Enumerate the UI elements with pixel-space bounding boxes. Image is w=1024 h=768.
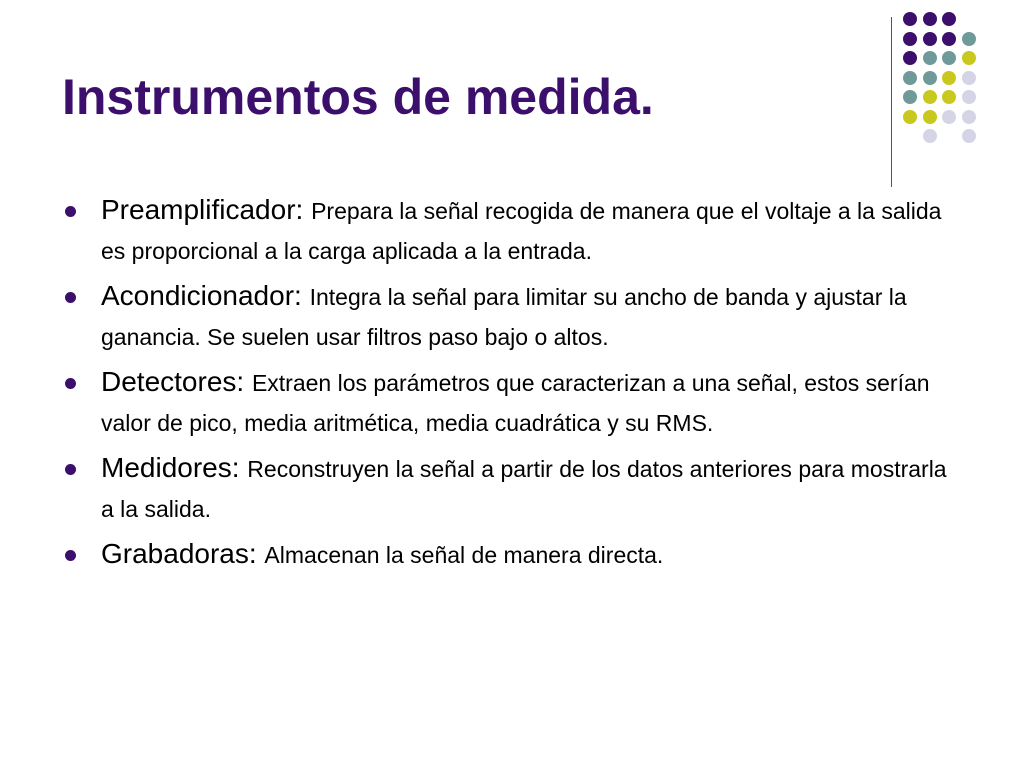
decorative-dot [962,32,976,46]
slide-title: Instrumentos de medida. [62,69,654,125]
bullet-item-grabadoras [62,536,962,577]
decorative-dot [923,51,937,65]
bullet-term: Medidores: [101,452,248,483]
bullet-term: Grabadoras: [101,538,265,569]
bullet-term: Acondicionador: [101,280,310,311]
decorative-dot [962,71,976,85]
decorative-dot [903,110,917,124]
decorative-dot [962,90,976,104]
decorative-dot [923,110,937,124]
decorative-dot [903,12,917,26]
decorative-dot [962,51,976,65]
bullet-list [62,192,962,582]
bullet-marker [65,292,76,303]
bullet-term: Detectores: [101,366,252,397]
decorative-dot [942,32,956,46]
bullet-term: Preamplificador: [101,194,312,225]
decorative-dot [903,32,917,46]
decorative-dot [923,71,937,85]
decorative-dot [942,12,956,26]
bullet-marker [65,464,76,475]
bullet-item-detectores [62,364,962,445]
decorative-dot [923,32,937,46]
title-divider-line [891,17,892,187]
decorative-dot [942,110,956,124]
bullet-marker [65,550,76,561]
bullet-item-medidores [62,450,962,531]
decorative-dot [903,51,917,65]
decorative-dot-grid [901,10,1011,170]
bullet-description: Extraen los parámetros que caracterizan a una señal, estos serían valor de pico, media aritmética, media cuadrática y su RMS. [101,370,930,436]
decorative-dot [923,129,937,143]
decorative-dot [942,51,956,65]
decorative-dot [923,12,937,26]
bullet-description: Prepara la señal recogida de manera que el voltaje a la salida es proporcional a la carga aplicada a la entrada. [101,198,942,264]
bullet-description: Reconstruyen la señal a partir de los datos anteriores para mostrarla a la salida. [101,456,947,522]
decorative-dot [923,90,937,104]
decorative-dot [962,110,976,124]
bullet-marker [65,206,76,217]
bullet-item-preamplificador [62,192,962,273]
decorative-dot [903,71,917,85]
bullet-description: Integra la señal para limitar su ancho de banda y ajustar la ganancia. Se suelen usar filtros paso bajo o altos. [101,284,907,350]
decorative-dot [942,90,956,104]
bullet-description: Almacenan la señal de manera directa. [264,542,664,568]
bullet-item-acondicionador [62,278,962,359]
decorative-dot [962,129,976,143]
decorative-dot [942,71,956,85]
decorative-dot [903,90,917,104]
bullet-marker [65,378,76,389]
